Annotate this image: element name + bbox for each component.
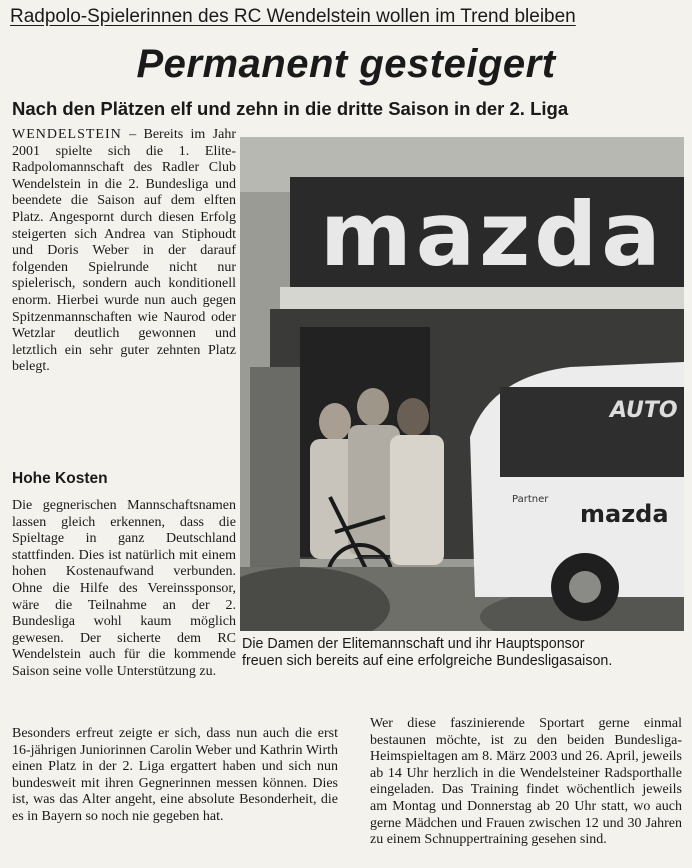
- paragraph-2: Die gegnerischen Mannschaftsnamen lassen gleich erkennen, dass die Spieltage in ganz Deutschland stattfinden. Dies ist natürlich mit einem hohen Kostenaufwand verbunden. Ohne die Hilfe des Vereinssponsor, wäre die Teilnahme an der 2. Bundesliga wohl kaum möglich gewesen. Der sicherte dem RC Wendelstein auch für die kommende Saison seine volle Unterstützung zu.: [12, 498, 236, 679]
- dateline: WENDELSTEIN: [12, 127, 122, 142]
- van-stripe-text: AUTO: [610, 398, 678, 423]
- sign-text: mazda: [320, 183, 665, 286]
- team-photo-image: [240, 137, 684, 631]
- caption-line: Die Damen der Elitemannschaft und ihr Hauptsponsor: [242, 636, 585, 652]
- paragraph-juniors: [12, 726, 338, 826]
- van-logo-text: mazda: [580, 500, 669, 528]
- paragraph-costs: [12, 498, 236, 681]
- paragraph-4: Wer diese faszinierende Sportart gerne einmal bestaunen möchte, ist zu den beiden Bundesliga-Heimspieltagen am 8. März 2003 und 26. April, jeweils ab 14 Uhr herzlich in die Wendelsteiner Radsporthalle eingeladen. Das Training findet wöchentlich jeweils am Montag und Donnerstag ab 20 Uhr statt, wo auch gerne Mädchen und Frauen zwischen 12 und 30 Jahren zu einem Schnuppertraining gesehen sind.: [370, 716, 682, 848]
- intro-text: – Bereits im Jahr 2001 spielte sich die 1. Elite-Radpolomannschaft des Radler Club Wendelstein in die 2. Bundesliga und beendete die Saison auf dem elften Platz. Angespornt durch diesen Erfolg steigerten sich Andrea van Stiphoudt und Doris Weber in der darauf folgenden Spielrunde nicht nur spielerisch, sondern auch konditionell enorm. Hierbei wurde nun auch gegen Spitzenmannschaften wie Naurod oder Wetzlar deutlich gewonnen und letztlich ein sehr guter zehnten Platz belegt.: [12, 127, 237, 375]
- caption-line: freuen sich bereits auf eine erfolgreiche Bundesligasaison.: [242, 653, 613, 669]
- paragraph-3: Besonders erfreut zeigte er sich, dass nun auch die erst 16-jährigen Juniorinnen Carolin Weber und Kathrin Wirth einen Platz in der 2. Liga ergattert haben und sich nun bundesweit mit ihren Gegnerinnen messen können. Dies ist, was das Alter angeht, eine absolute Besonderheit, die es in Bayern so noch nie gegeben hat.: [12, 726, 338, 824]
- section-heading: Hohe Kosten: [12, 470, 108, 487]
- van-badge-text: Partner: [512, 494, 549, 505]
- kicker: Radpolo-Spielerinnen des RC Wendelstein wollen im Trend bleiben: [10, 6, 576, 27]
- headline: Permanent gesteigert: [136, 42, 556, 86]
- team-photo: [240, 137, 684, 631]
- subheadline: Nach den Plätzen elf und zehn in die dritte Saison in der 2. Liga: [12, 98, 569, 119]
- photo-caption: [242, 636, 688, 670]
- paragraph-events: [370, 716, 682, 849]
- article-intro: [12, 127, 236, 376]
